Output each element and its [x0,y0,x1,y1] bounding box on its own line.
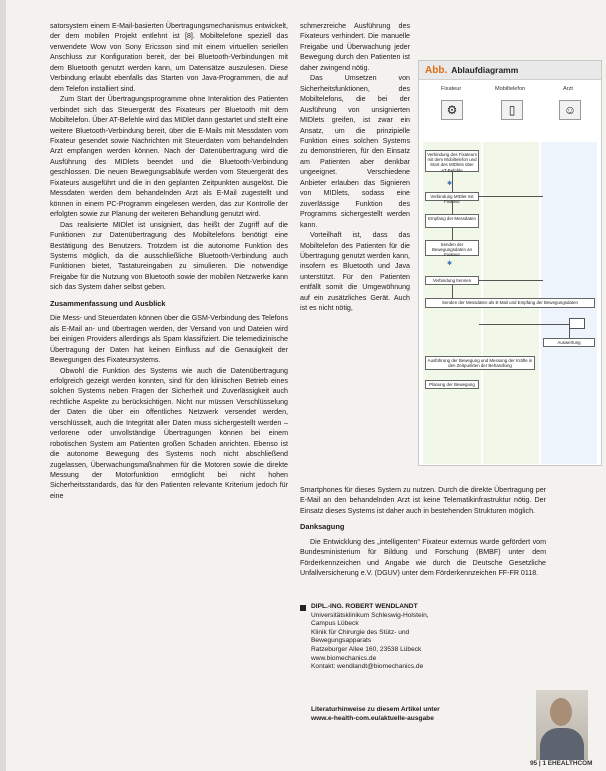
flow-line [452,172,453,192]
fixateur-icon: ⚙ [441,100,463,120]
mid-paragraph: Das Umsetzen von Sicherheitsfunktionen, des Mobiltelefons, die bei der Ausführung von unsignierten MIDlets greifen, ist zwar ein Ansatz, um die prinzipielle Funktion eines solchen Systems zu demonstrieren, für den Einsatz am Patienten aber denkbar ungeeignet. Verschiedene Anbieter erlauben das Signieren von MIDlets, sodass eine zuverlässige Funktion des Programms sichergestellt werden kann. [300,74,410,229]
right-paragraph: Smartphones für dieses System zu nutzen. Durch die direkte Übertragung per E-Mail an den behandelnden Arzt ist keine Telematikinfrastruktur nötig. Der Einsatz dieses Systems ist daher auch in bestehenden Strukturen möglich. [300,486,546,515]
author-line: Bewegungsapparats [311,637,372,645]
right-bottom-column [300,485,546,579]
doctor-icon: ☺ [559,100,581,120]
flow-arrow [479,280,543,281]
middle-column [300,21,410,314]
step-receive-box: Empfang der Messdaten [425,214,479,228]
author-contact: Kontakt: wendlandt@biomechanics.de [311,663,424,671]
swimlanes [419,80,601,465]
literature-url[interactable]: www.e-health-com.eu/aktuelle-ausgabe [311,715,434,722]
heading-summary: Zusammenfassung und Ausblick [50,298,166,308]
flow-line [569,327,570,338]
left-paragraph: Zum Start der Übertragungsprogramme ohne Interaktion des Patienten verbindet sich das Steuergerät des Fixateurs per Bluetooth mit dem Mobiltelefon. Über AT-Befehle wird das MIDlet dann gestartet und stellt eine weitere Bluetooth-Verbindung bereit, über die E-Mails mit Messdaten vom Fixateur gesendet sowie Nachrichten mit Steuerdaten vom behandelnden Arzt empfangen werden können. Nach der Datenübertragung wird die Ausführung des MIDlets beendet und die Bluetooth-Verbindung geschlossen. Die neuen Bewegungsabläufe werden vom Steuergerät des Fixateurs ausgeführt und die in den geplanten Zeitpunkten ausgelöst. Die Messdaten werden dem behandelnden Arzt als E-Mail zugestellt und können in einem PC-Programm eingelesen werden, das zur Kontrolle der erfolgten sowie zur Planung der weiteren Behandlung genutzt wird. [50,95,288,219]
flow-line [452,228,453,240]
bluetooth-icon: ✱ [447,181,453,187]
author-website: www.biomechanics.de [311,654,377,662]
left-paragraph: Obwohl die Funktion des Systems wie auch die Datenübertragung erfolgreich gezeigt werden konnten, sind für den klinischen Betrieb eines solchen Systems neben Fragen der Sicherheit und Zuverlässigkeit auch rechtliche Aspekte zu berücksichtigen. Nicht nur müssen Verschlüsselung der Daten die über ein öffentliches Netzwerk versendet werden, verschlüsselt, auch die Integrität aller Daten muss sichergestellt werden – verlorene oder unvollständige Übertragungen können bei einem robotischen System am Patienten großen Schaden anrichten. Ebenso ist die autonome Bewegung des Systems noch nicht abschließend zugelassen, Überwachungsmaßnahmen für die Motoren sowie die direkte Messung der Motorfunktion ermöglicht bei nicht hohen Sicherheitsstandards, das für den Patienten relevante Kriterium jedoch für eine [50,366,288,500]
figure-title: Ablaufdiagramm [451,65,519,75]
author-line: Universitätsklinikum Schleswig-Holstein, [311,611,429,619]
literature-label: Literaturhinweise zu diesem Artikel unter [311,706,440,713]
lane-title: Mobiltelefon [495,86,526,92]
flow-diagram-figure [418,60,602,466]
step-execute-box: Ausführung der Bewegung und Messung der Kräfte in den Zeitpunkten der Behandlung [425,356,535,370]
lane-title: Arzt [563,86,573,92]
bluetooth-icon: ✱ [447,261,453,267]
flow-arrow [479,324,569,325]
step-connect-box: Verbindung des Fixateurs mit dem Mobiltelefon und Start des MIDlets über AT-Befehle [425,150,479,172]
mid-paragraph: Vorteilhaft ist, dass das Mobiltelefon des Patienten für die Übertragung genutzt werden kann, insofern es Bluetooth und Java unterstützt. Für den Patienten entfällt somit die Umgewöhnung auf ein zusätzliches Gerät. Auch ist es nicht nötig, [300,231,410,313]
flow-arrow [479,196,543,197]
step-send-email-box: Senden der Messdaten als E-Mail und Empfang der Bewegungsdaten [425,298,595,308]
step-evaluation-box: Auswertung [543,338,595,347]
flow-line [452,201,453,214]
step-disconnect-box: Verbindung trennen [425,276,479,285]
figure-label: Abb. [425,64,448,76]
page-edge [0,0,6,771]
author-photo [536,690,588,760]
page-footer: 95 | 1 EHEALTHCOM [530,760,593,767]
right-paragraph: Die Entwicklung des „intelligenten“ Fixateur externus wurde gefördert vom Bundesministerium für Bildung und Forschung (BMBF) unter dem Förderkennzeichen und Angabe wie durch die Deutsche Gesetzliche Unfallversicherung e.V. (DGUV) unter dem Förderkennzeichen FF-FR 0118. [300,537,546,578]
author-bullet-icon [300,605,306,611]
left-column [50,21,288,501]
mobile-phone-icon: ▯ [501,100,523,120]
author-line: Klinik für Chirurgie des Stütz- und [311,628,410,636]
author-line: Campus Lübeck [311,620,359,628]
mid-paragraph: schmerzreiche Ausführung des Fixateurs verhindert. Die manuelle Freigabe und Überwachung jeder Bewegung durch den Patienten ist daher zwingend nötig. [300,22,410,72]
left-paragraph: satorsystem einem E-Mail-basierten Übertragungsmechanismus entwickelt, der dem mobilen Projekt entlehnt ist [8]. Mobiltelefone speziell das verwendete Wow von Sony Ericsson sind mit einem virtuellen seriellen Anschluss zur Konfiguration bereit, der bei Bluetooth-Verbindungen mit dem Bluetooth genutzt werden kann, um Datensätze auszulesen. Diese Verbindung erlaubt ebenfalls das Starten von Java-Programmen, die auf dem Telefon installiert sind. [50,22,288,93]
author-line: Ratzeburger Allee 160, 23538 Lübeck [311,645,422,653]
author-name: DIPL.-ING. ROBERT WENDLANDT [311,603,418,610]
left-paragraph: Das realisierte MIDlet ist unsigniert, das heißt der Zugriff auf die Funktionen zur Datenübertragung des Mobiltelefons benötigt eine Bestätigung des Benutzers. Trotzdem ist die autonome Funktion des Systems möglich, da die ausschließliche Bluetooth-Verbindung auch Funktionen bietet, Tastatureingaben zu simulieren. Die notwendige Freigabe für die Nutzung von Bluetooth sowie der mobilen Netzwerke kann sich das System daher selbst geben. [50,220,288,292]
step-midlet-connect-box: Verbindung MIDlet mit Fixateur [425,192,479,201]
figure-header [419,61,601,80]
email-icon [569,318,585,329]
literature-links [311,705,531,723]
author-block [311,603,531,672]
flow-line [452,285,453,298]
left-paragraph: Die Mess- und Steuerdaten können über die GSM-Verbindung des Telefons als E-Mail an- und übertragen werden, der Versand von und Dateien wird bei einigen Providers allerdings als Spam klassifiziert. Die telemedizinische Übertragung der Daten hat keinen Einfluss auf die Genauigkeit der Bewegungen des Fixateursystems. [50,314,288,365]
step-send-motion-box: Senden der Bewegungsdaten an Fixateur [425,240,479,256]
heading-thanks: Danksagung [300,522,345,532]
lane-title: Fixateur [441,86,462,92]
author-photo-head [550,698,572,726]
step-planning-box: Planung der Bewegung [425,380,479,389]
author-photo-torso [540,728,584,760]
